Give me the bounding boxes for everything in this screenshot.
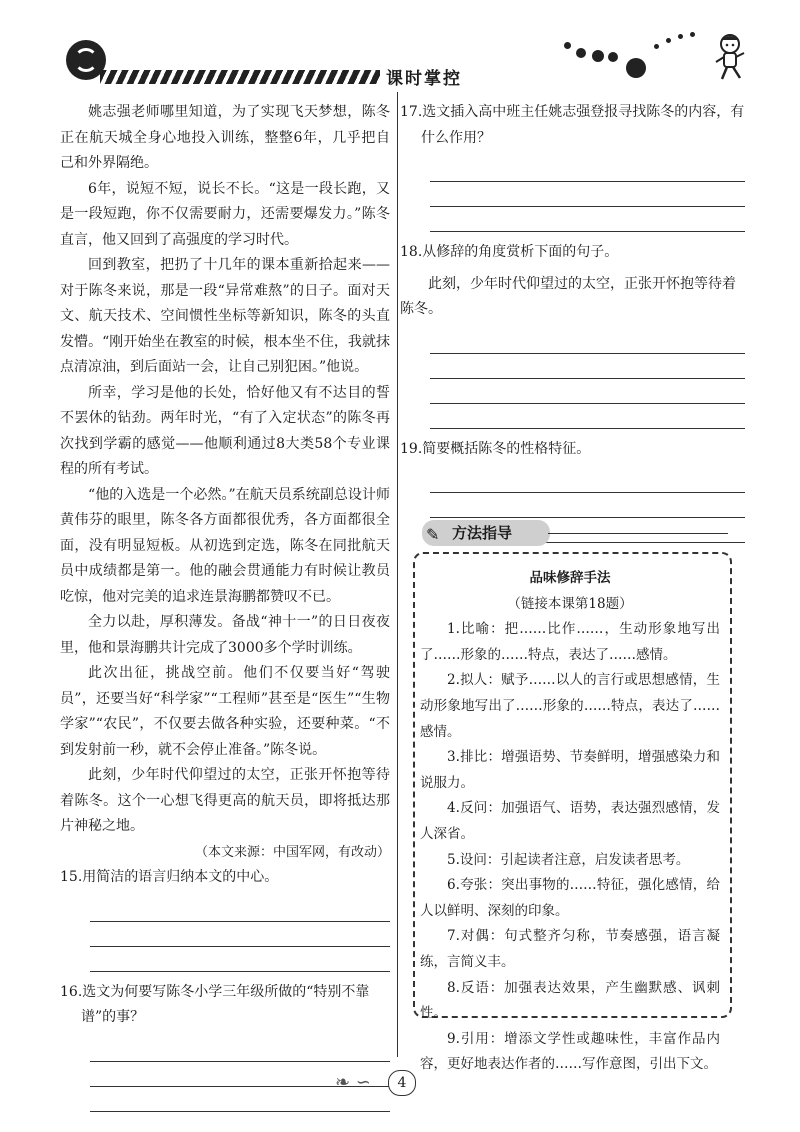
article-paragraph: “他的入选是一个必然。”在航天员系统副总设计师黄伟芬的眼里，陈冬各方面都很优秀，各方面都很全面，没有明显短板。从初选到定选，陈冬在同批航天员中成绩都是第一。他的融会贯通能力有时候让教员吃惊，他对完美的追求连景海鹏都赞叹不已。 [60,486,390,605]
method-item: 3.排比：增强语势、节奏鲜明，增强感染力和说服力。 [420,749,720,791]
question-17: 17.选文插入高中班主任姚志强登报寻找陈冬的内容，有什么作用？ [400,104,745,146]
question-15: 15.用简洁的语言归纳本文的中心。 [60,869,279,885]
question-19: 19.简要概括陈冬的性格特征。 [400,440,591,457]
method-item: 2.拟人：赋予……以人的言行或思想感情，生动形象地写出了……形象的……特点，表达了……感情。 [420,672,720,740]
method-item: 5.设问：引起读者注意，启发读者思考。 [447,851,690,868]
article-paragraph: 全力以赴，厚积薄发。备战“神十一”的日日夜夜里，他和景海鹏共计完成了3000多个学时训练。 [60,614,390,656]
answer-lines-15[interactable] [90,897,390,972]
running-child-icon [712,32,748,84]
method-item: 4.反问：加强语气、语势，表达强烈感情，发人深省。 [420,800,720,842]
method-title: 品味修辞手法 [529,570,611,586]
method-item: 7.对偶：句式整齐匀称，节奏感强，语言凝练，言简义丰。 [420,928,720,970]
method-item: 9.引用：增添文学性或趣味性，丰富作品内容，更好地表达作者的……写作意图，引出下文。 [420,1030,720,1073]
column-divider [397,92,398,1057]
method-heading [422,520,550,546]
left-column [60,100,390,1120]
method-body [420,566,720,1078]
answer-lines-18[interactable] [430,329,745,429]
header-stripe [100,70,420,84]
method-heading-label: 方法指导 [452,524,513,542]
article-paragraph: 此次出征，挑战空前。他们不仅要当好“驾驶员”，还要当好“科学家”“工程师”甚至是“医生”“生物学家”“农民”，不仅要去做各种实验，还要种菜。“不到发射前一秒，就不会停止准备。”陈冬说。 [60,665,390,758]
method-subtitle: （链接本课第18题） [507,595,633,612]
method-item: 8.反语：加强表达效果，产生幽默感、讽刺性。 [420,979,720,1022]
article-paragraph: 6年，说短不短，说长不长。“这是一段长跑，又是一段短跑，你不仅需要耐力，还需要爆发力。”陈冬直言，他又回到了高强度的学习时代。 [60,180,390,248]
question-18: 18.从修辞的角度赏析下面的句子。 [400,244,619,260]
right-column [400,100,745,551]
method-item: 1.比喻：把……比作……，生动形象地写出了……形象的……特点，表达了……感情。 [420,621,720,663]
question-18-quote: 此刻，少年时代仰望过的太空，正张开怀抱等待着陈冬。 [400,275,736,317]
swirl-ornament-icon: ❧ ∽ [335,1072,371,1093]
page-number: 4 [388,1070,416,1096]
article-source: （本文来源：中国军网，有改动） [194,844,390,860]
question-16: 16.选文为何要写陈冬小学三年级所做的“特别不靠谱”的事？ [60,983,370,1025]
article-paragraph: 此刻，少年时代仰望过的太空，正张开怀抱等待着陈冬。这个一心想飞得更高的航天员，即将抵达那片神秘之地。 [60,767,390,834]
method-item: 6.夸张：突出事物的……特征，强化感情，给人以鲜明、深刻的印象。 [420,877,720,919]
pencil-icon: ✎ [426,525,440,544]
page-header [0,0,800,100]
header-title: 课时掌控 [380,64,468,89]
article-paragraph: 回到教室，把扔了十几年的课本重新拾起来——对于陈冬来说，那是一段“异常难熬”的日子。面对天文、航天技术、空间惯性坐标等新知识，陈冬的头直发懵。“刚开始坐在教室的时候，根本坐不住，我就抹点清凉油，到后面站一会，让自己别犯困。”他说。 [60,257,390,375]
method-heading-rule [548,533,728,534]
article-paragraph: 所幸，学习是他的长处，恰好他又有不达目的誓不罢休的钻劲。两年时光，“有了入定状态”的陈冬再次找到学霸的感觉——他顺利通过8大类58个专业课程的所有考试。 [60,384,390,477]
answer-lines-17[interactable] [430,157,745,232]
article-paragraph: 姚志强老师哪里知道，为了实现飞天梦想，陈冬正在航天城全身心地投入训练，整整6年，几乎把自己和外界隔绝。 [60,104,390,171]
